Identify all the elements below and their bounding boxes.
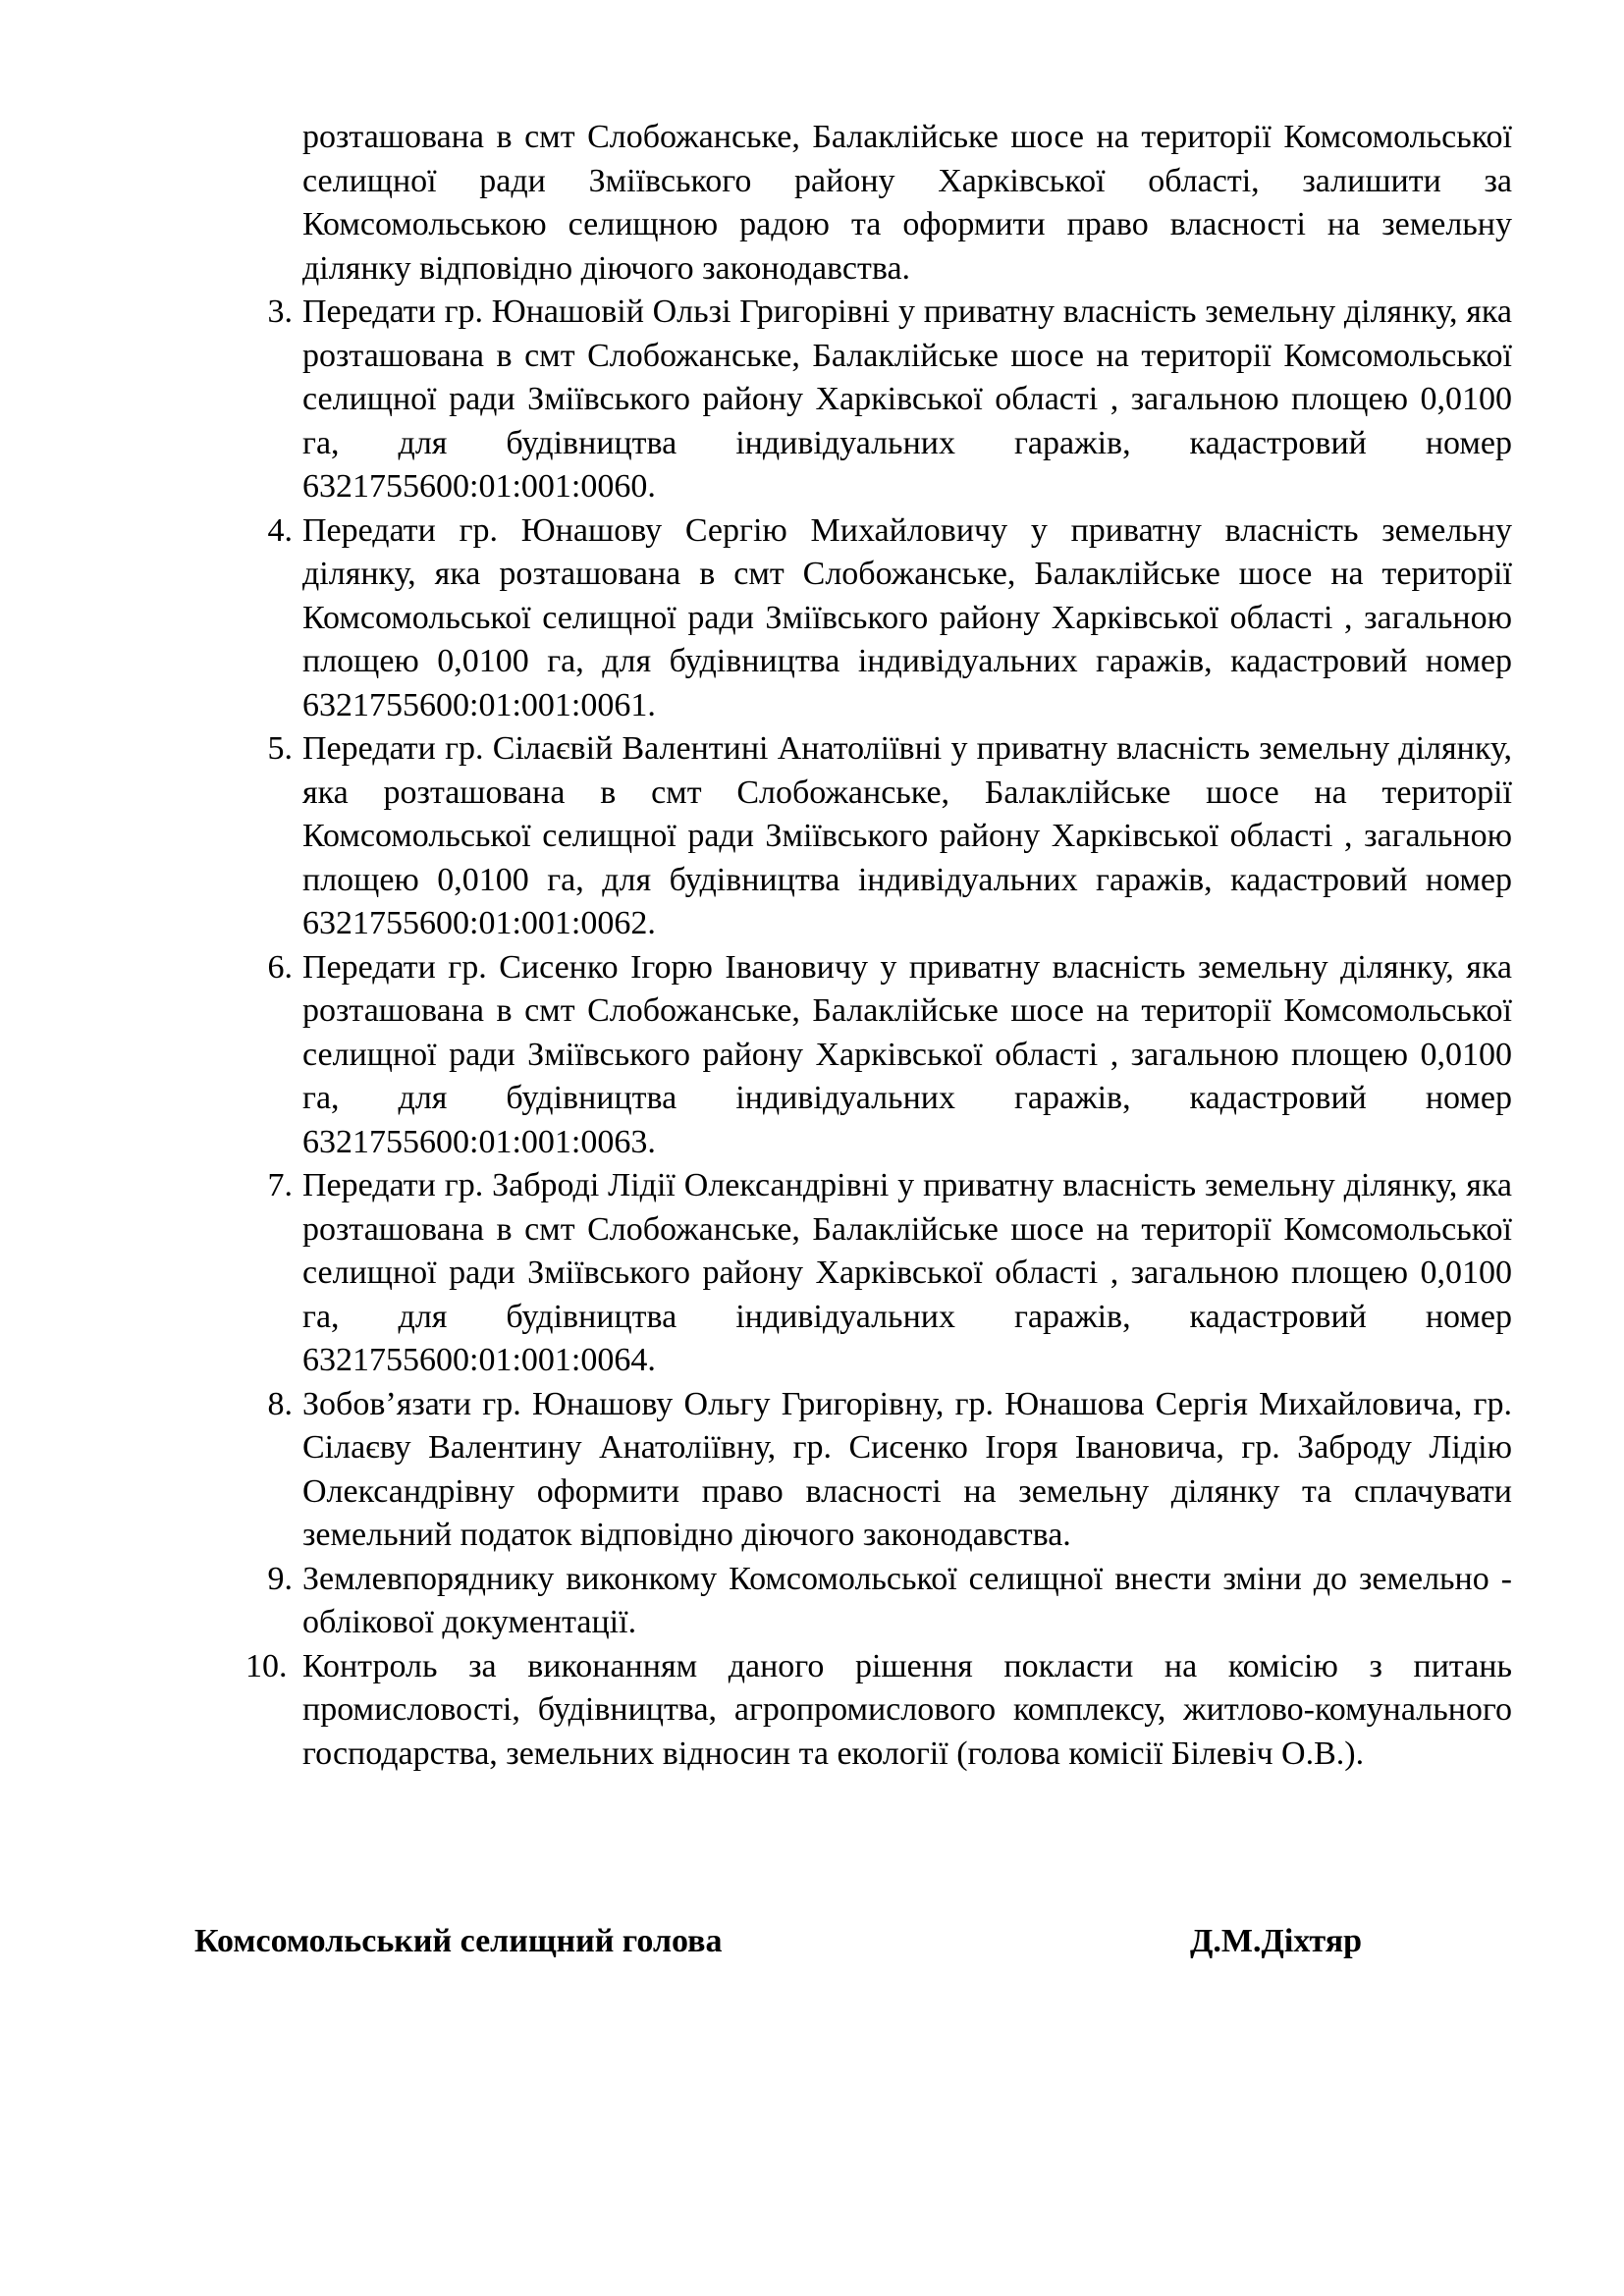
item-text: Контроль за виконанням даного рішення покласти на комісію з питань промисловості, будівництва, агропромислового комплексу, житлово-комунального господарства, земельних відносин та екології (голова комісії Білевіч О.В.). [302, 1647, 1512, 1772]
decision-item-8 [267, 1383, 1512, 1558]
item-number: 10. [245, 1647, 288, 1684]
document-body [245, 116, 1512, 1776]
item-number: 8. [267, 1385, 293, 1422]
item-text: Зобов’язати гр. Юнашову Ольгу Григорівну, гр. Юнашова Сергія Михайловича, гр. Сілаєву Валентину Анатоліївну, гр. Сисенко Ігоря Івановича, гр. Заброду Лідію Олександрівну оформити право власності на земельну ділянку та сплачувати земельний податок відповідно діючого законодавства. [302, 1385, 1512, 1553]
signatory-title: Комсомольський селищний голова [194, 1923, 723, 1959]
decision-item-6 [267, 946, 1512, 1165]
item-text: Передати гр. Сілаєвій Валентині Анатоліївні у приватну власність земельну ділянку, яка розташована в смт Слобожанське, Балаклійське шосе на території Комсомольської селищної ради Зміївського району Харківської області , загальною площею 0,0100 га, для будівництва індивідуальних гаражів, кадастровий номер 6321755600:01:001:0062. [302, 730, 1512, 941]
decision-item-5 [267, 727, 1512, 946]
item-number: 7. [267, 1167, 293, 1203]
signature-block [194, 1920, 1392, 1967]
decision-item-9 [267, 1558, 1512, 1645]
decision-item-7 [267, 1164, 1512, 1383]
item-text: Передати гр. Юнашову Сергію Михайловичу у приватну власність земельну ділянку, яка розташована в смт Слобожанське, Балаклійське шосе на території Комсомольської селищної ради Зміївського району Харківської області , загальною площею 0,0100 га, для будівництва індивідуальних гаражів, кадастровий номер 6321755600:01:001:0061. [302, 511, 1512, 723]
item-text: Передати гр. Юнашовій Ользі Григорівні у приватну власність земельну ділянку, яка розташована в смт Слобожанське, Балаклійське шосе на території Комсомольської селищної ради Зміївського району Харківської області , загальною площею 0,0100 га, для будівництва індивідуальних гаражів, кадастровий номер 6321755600:01:001:0060. [302, 294, 1512, 505]
decision-item-3 [267, 291, 1512, 509]
item-text: Землевпоряднику виконкому Комсомольської селищної внести зміни до земельно - облікової документації. [302, 1560, 1512, 1640]
decision-item-4 [267, 509, 1512, 728]
decision-item-10 [245, 1645, 1512, 1777]
item-number: 6. [267, 948, 293, 986]
item-number: 9. [267, 1560, 293, 1597]
intro-paragraph: розташована в смт Слобожанське, Балаклійське шосе на території Комсомольської селищної ради Зміївського району Харківської області, залишити за Комсомольською селищною радою та оформити право власності на земельну ділянку відповідно діючого законодавства. [302, 119, 1512, 287]
item-number: 3. [267, 294, 293, 330]
decision-items-list [245, 291, 1512, 1776]
item-number: 4. [267, 511, 293, 549]
item-text: Передати гр. Сисенко Ігорю Івановичу у приватну власність земельну ділянку, яка розташована в смт Слобожанське, Балаклійське шосе на території Комсомольської селищної ради Зміївського району Харківської області , загальною площею 0,0100 га, для будівництва індивідуальних гаражів, кадастровий номер 6321755600:01:001:0063. [302, 948, 1512, 1160]
item-number: 5. [267, 730, 293, 767]
signatory-name: Д.М.Діхтяр [1190, 1923, 1363, 1959]
item-text: Передати гр. Забродi Лідії Олександрівні у приватну власність земельну ділянку, яка розташована в смт Слобожанське, Балаклійське шосе на території Комсомольської селищної ради Зміївського району Харківської області , загальною площею 0,0100 га, для будівництва індивідуальних гаражів, кадастровий номер 6321755600:01:001:0064. [302, 1167, 1512, 1378]
